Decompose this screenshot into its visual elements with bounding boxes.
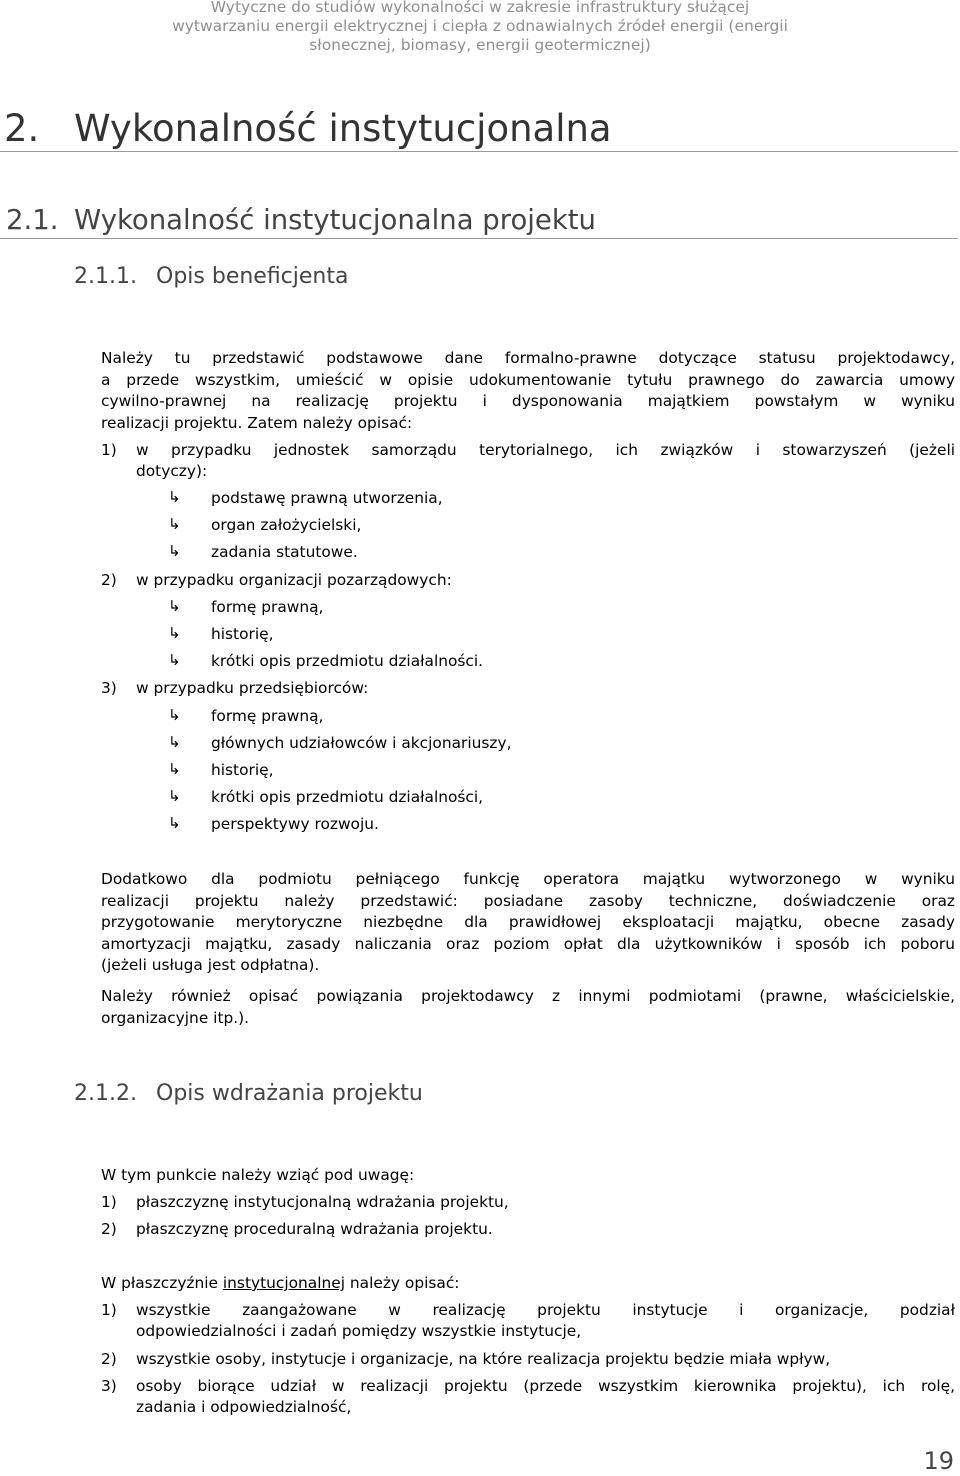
text-line: dotyczy): bbox=[136, 462, 208, 480]
list-number: 1) bbox=[101, 1301, 117, 1319]
text-line: cywilno-prawnej na realizację projektu i dysponowania majątkiem powstałym w wyniku bbox=[101, 392, 955, 410]
arrow-return-right-icon: ↳ bbox=[168, 760, 181, 778]
arrow-return-right-icon: ↳ bbox=[168, 597, 181, 615]
header-line: słonecznej, biomasy, energii geotermicznej) bbox=[309, 36, 651, 54]
text-line: realizacji projektu należy przedstawić: posiadane zasoby techniczne, doświadczenie oraz bbox=[101, 891, 955, 910]
header-line: wytwarzaniu energii elektrycznej i ciepła z odnawialnych źródeł energii (energii bbox=[172, 17, 788, 35]
list-number: 3) bbox=[101, 679, 117, 697]
paragraph: W tym punkcie należy wziąć pod uwagę: bbox=[101, 1166, 415, 1184]
text-line: płaszczyznę proceduralną wdrażania projektu. bbox=[136, 1220, 493, 1238]
list-number: 2) bbox=[101, 1220, 117, 1238]
bullet-item: zadania statutowe. bbox=[211, 543, 358, 561]
text-line: w przypadku jednostek samorządu terytorialnego, ich związków i stowarzyszeń (jeżeli bbox=[136, 441, 955, 459]
text-line: realizacji projektu. Zatem należy opisać: bbox=[101, 413, 413, 432]
paragraph bbox=[101, 1273, 459, 1294]
arrow-return-right-icon: ↳ bbox=[168, 624, 181, 642]
subsection-title: Wykonalność instytucjonalna projektu bbox=[74, 204, 596, 236]
text-line: wszystkie zaangażowane w realizację projektu instytucje i organizacje, podział bbox=[136, 1301, 955, 1319]
text-span: W płaszczyźnie bbox=[101, 1274, 223, 1292]
arrow-return-right-icon: ↳ bbox=[168, 651, 181, 669]
header-line: Wytyczne do studiów wykonalności w zakresie infrastruktury służącej bbox=[210, 0, 750, 16]
underlined-term: instytucjonalnej bbox=[222, 1274, 346, 1292]
text-line: Należy również opisać powiązania projektodawcy z innymi podmiotami (prawne, właścicielskie, bbox=[101, 987, 955, 1005]
text-line: osoby biorące udział w realizacji projektu (przede wszystkim kierownika projektu), ich rolę, bbox=[136, 1377, 955, 1395]
text-line: w przypadku organizacji pozarządowych: bbox=[136, 571, 452, 589]
text-line: Dodatkowo dla podmiotu pełniącego funkcję operatora majątku wytworzonego w wyniku bbox=[101, 870, 955, 888]
arrow-return-right-icon: ↳ bbox=[168, 515, 181, 533]
section-number: 2. bbox=[4, 107, 40, 150]
subsubsection-heading bbox=[74, 263, 348, 291]
list-number: 2) bbox=[101, 1350, 117, 1368]
arrow-return-right-icon: ↳ bbox=[168, 488, 181, 506]
bullet-item: historię, bbox=[211, 625, 274, 643]
text-line: organizacyjne itp.). bbox=[101, 1008, 250, 1027]
list-number: 1) bbox=[101, 1193, 117, 1211]
subsubsection-title: Opis beneficjenta bbox=[156, 264, 349, 289]
heading-rule bbox=[0, 238, 958, 239]
section-title: Wykonalność instytucjonalna bbox=[74, 107, 612, 150]
paragraph bbox=[101, 869, 955, 977]
bullet-item: organ założycielski, bbox=[211, 516, 362, 534]
section-heading bbox=[4, 106, 954, 152]
text-line: płaszczyznę instytucjonalną wdrażania projektu, bbox=[136, 1193, 509, 1211]
subsubsection-number: 2.1.1. bbox=[74, 264, 137, 289]
subsubsection-number: 2.1.2. bbox=[74, 1081, 137, 1106]
text-line: a przede wszystkim, umieścić w opisie udokumentowanie tytułu prawnego do zawarcia umowy bbox=[101, 370, 955, 389]
text-line: przygotowanie merytoryczne niezbędne dla prawidłowej eksploatacji majątku, obecne zasady bbox=[101, 913, 955, 931]
arrow-return-right-icon: ↳ bbox=[168, 787, 181, 805]
list-number: 2) bbox=[101, 571, 117, 589]
text-line: zadania i odpowiedzialność, bbox=[136, 1398, 352, 1416]
arrow-return-right-icon: ↳ bbox=[168, 733, 181, 751]
bullet-item: perspektywy rozwoju. bbox=[211, 815, 379, 833]
bullet-item: formę prawną, bbox=[211, 707, 324, 725]
subsubsection-heading bbox=[74, 1080, 423, 1108]
arrow-return-right-icon: ↳ bbox=[168, 814, 181, 832]
text-line: (jeżeli usługa jest odpłatna). bbox=[101, 956, 320, 974]
bullet-item: krótki opis przedmiotu działalności. bbox=[211, 652, 484, 670]
heading-rule bbox=[0, 151, 958, 152]
arrow-return-right-icon: ↳ bbox=[168, 706, 181, 724]
bullet-item: formę prawną, bbox=[211, 598, 324, 616]
text-line: Należy tu przedstawić podstawowe dane formalno-prawne dotyczące statusu projektodawcy, bbox=[101, 349, 955, 367]
text-line: wszystkie osoby, instytucje i organizacje, na które realizacja projektu będzie miała wpływ, bbox=[136, 1350, 831, 1368]
bullet-item: krótki opis przedmiotu działalności, bbox=[211, 788, 484, 806]
text-line: amortyzacji majątku, zasady naliczania oraz poziom opłat dla użytkowników i sposób ich poboru bbox=[101, 934, 955, 953]
subsection-heading bbox=[6, 203, 596, 237]
subsubsection-title: Opis wdrażania projektu bbox=[156, 1081, 423, 1106]
text-line: w przypadku przedsiębiorców: bbox=[136, 679, 369, 697]
bullet-item: historię, bbox=[211, 761, 274, 779]
list-number: 1) bbox=[101, 441, 117, 459]
paragraph bbox=[101, 348, 955, 434]
page-number: 19 bbox=[923, 1447, 954, 1475]
arrow-return-right-icon: ↳ bbox=[168, 542, 181, 560]
text-span: należy opisać: bbox=[345, 1274, 460, 1292]
subsection-number: 2.1. bbox=[6, 204, 59, 236]
paragraph bbox=[101, 986, 955, 1029]
bullet-item: głównych udziałowców i akcjonariuszy, bbox=[211, 734, 512, 752]
text-line: odpowiedzialności i zadań pomiędzy wszystkie instytucje, bbox=[136, 1322, 582, 1340]
list-number: 3) bbox=[101, 1377, 117, 1395]
bullet-item: podstawę prawną utworzenia, bbox=[211, 489, 443, 507]
